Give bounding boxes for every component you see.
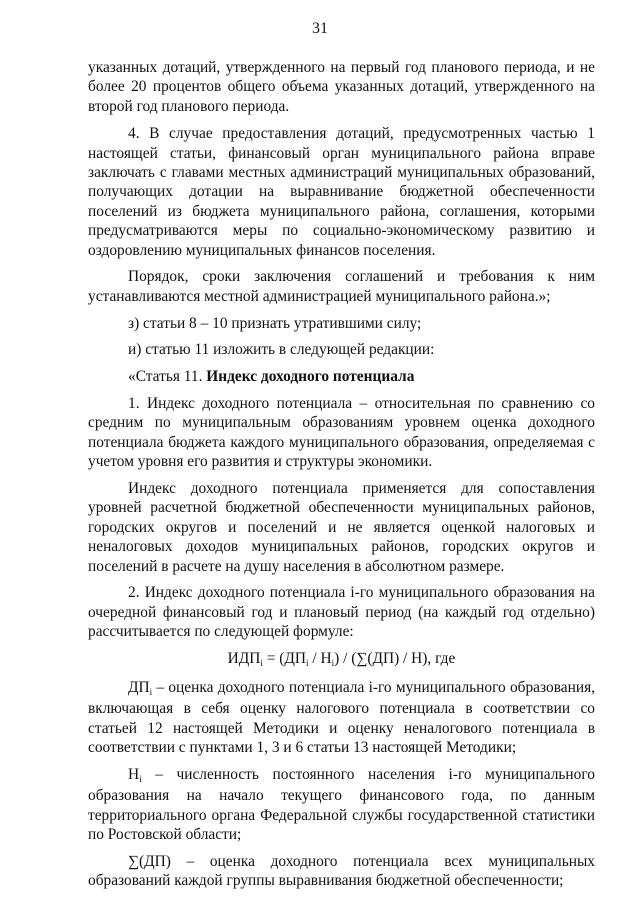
- term: ДП: [128, 678, 150, 696]
- paragraph-article-11-item-1: 1. Индекс доходного потенциала – относительная по сравнению со средним по муниципальным образованиям уровнем оценка доходного потенциала бюджета каждого муниципального образования, определяемая с учетом уровня его развития и структуры экономики.: [88, 395, 595, 471]
- definition-text: – оценка доходного потенциала i-го муниципального образования, включающая в себя оценку налогового потенциала в соответствии со статьей 12 настоящей Методики и оценку неналогового потенциала в соответствии с пунктами 1, 3 и 6 статьи 13 настоящей Методики;: [88, 678, 595, 757]
- paragraph-dp-definition: [88, 678, 595, 758]
- paragraph-subitem-z: з) статьи 8 – 10 признать утратившими силу;: [128, 314, 422, 332]
- paragraph-item-4: 4. В случае предоставления дотаций, предусмотренных частью 1 настоящей статьи, финансовый орган муниципального района вправе заключать с главами местных администраций муниципальных образований, получающих дотации на выравнивание бюджетной обеспеченности поселений из бюджета муниципального района, соглашения, которыми предусматриваются меры по социально-экономическому развитию и оздоровлению муниципальных финансов поселения.: [88, 125, 595, 259]
- formula-subscript: i: [260, 658, 263, 669]
- formula-part: / Н: [308, 650, 332, 668]
- term-subscript: i: [139, 773, 142, 784]
- formula-subscript: i: [331, 658, 335, 669]
- page-number: 31: [312, 20, 328, 37]
- paragraph-article-11-item-2: 2. Индекс доходного потенциала i-го муниципального образования на очередной финансовый год и плановый период (на каждый год отдельно) рассчитывается по следующей формуле:: [88, 584, 595, 641]
- paragraph-n-definition: [88, 765, 595, 845]
- article-11-heading: [88, 367, 595, 386]
- article-heading-title: Индекс доходного потенциала: [206, 368, 415, 386]
- article-heading-prefix: «Статья 11.: [128, 368, 207, 386]
- term: Н: [128, 765, 140, 783]
- term-subscript: i: [149, 686, 153, 697]
- definition-text: – численность постоянного населения i-го муниципального образования на начало текущего финансового года, по данным территориального органа Федеральной службы государственной статистики по Ростовской области;: [88, 765, 595, 844]
- paragraph-subitem-i: и) статью 11 изложить в следующей редакции:: [128, 341, 435, 359]
- formula-part: ИДП: [227, 650, 261, 668]
- paragraph-index-usage: Индекс доходного потенциала применяется для сопоставления уровней расчетной бюджетной обеспеченности муниципальных районов, городских округов и поселений и не является оценкой налоговых и неналоговых доходов муниципальных районов, городских округов и поселений в расчете на душу населения в абсолютном размере.: [88, 480, 595, 575]
- paragraph-sum-definition: ∑(ДП) – оценка доходного потенциала всех муниципальных образований каждой группы выравнивания бюджетной обеспеченности;: [88, 852, 595, 890]
- formula-part: ) / (∑(ДП) / Н), где: [334, 650, 456, 668]
- formula: [88, 649, 595, 670]
- document-body: [88, 58, 595, 898]
- paragraph-agreements-order: Порядок, сроки заключения соглашений и требования к ним устанавливаются местной администрацией муниципального района.»;: [88, 268, 595, 305]
- formula-part: = (ДП: [262, 650, 307, 668]
- paragraph-continuation: указанных дотаций, утвержденного на первый год планового периода, и не более 20 процентов общего объема указанных дотаций, утвержденного на второй год планового периода.: [88, 59, 595, 115]
- formula-subscript: i: [306, 658, 309, 669]
